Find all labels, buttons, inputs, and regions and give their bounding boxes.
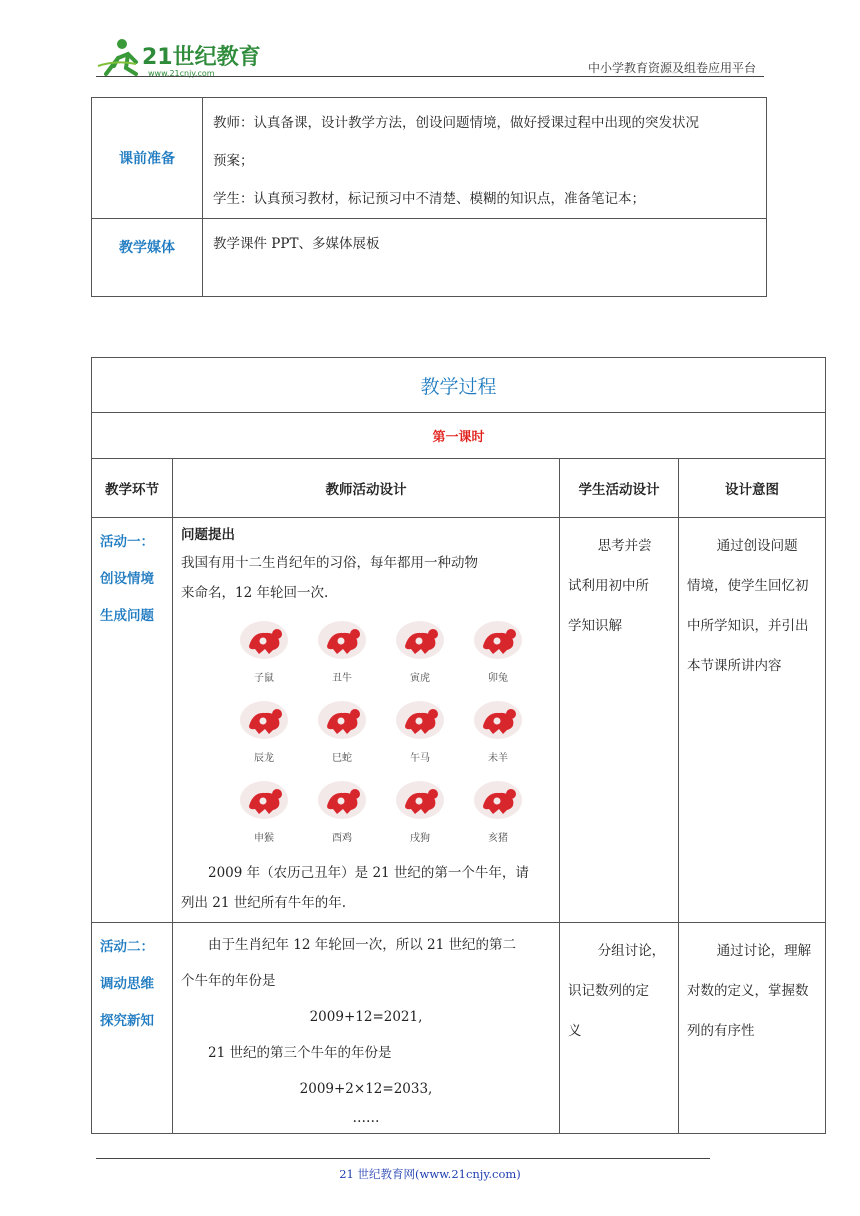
- activity2-student: [560, 923, 679, 1134]
- zodiac-item: [225, 700, 303, 774]
- question-line: 列出 21 世纪所有牛年的年.: [181, 895, 347, 911]
- formula: 2009+2×12=2033,: [299, 1081, 433, 1097]
- derivation-line: 由于生肖纪年 12 年轮回一次，所以 21 世纪的第二: [208, 937, 517, 953]
- activity2-label-line: 活动二：: [100, 939, 154, 955]
- student-line: 学知识解: [568, 618, 622, 634]
- col-header-student: 学生活动设计: [560, 459, 679, 518]
- student-line: 识记数列的定: [568, 983, 649, 999]
- lesson-cell: [92, 413, 826, 459]
- zodiac-item: [381, 620, 459, 694]
- horse-papercut-icon: [395, 700, 445, 740]
- intent-line: 列的有序性: [687, 1023, 755, 1039]
- zodiac-item: [381, 780, 459, 854]
- zodiac-item: [381, 700, 459, 774]
- svg-text:21世纪教育: 21世纪教育: [142, 45, 261, 70]
- monkey-papercut-icon: [239, 780, 289, 820]
- media-label: 教学媒体: [92, 219, 203, 297]
- prep-line: 教师：认真备课，设计教学方法，创设问题情境，做好授课过程中出现的突发状况: [213, 115, 699, 131]
- student-line: 分组讨论，: [597, 943, 666, 959]
- prep-line: 预案；: [213, 153, 254, 169]
- rabbit-papercut-icon: [473, 620, 523, 660]
- question-line: 2009 年（农历己丑年）是 21 世纪的第一个牛年，请: [208, 865, 529, 881]
- dragon-papercut-icon: [239, 700, 289, 740]
- goat-papercut-icon: [473, 700, 523, 740]
- rooster-papercut-icon: [317, 780, 367, 820]
- zodiac-label: 申猴: [254, 833, 274, 844]
- zodiac-label: 丑牛: [332, 673, 352, 684]
- zodiac-label: 寅虎: [410, 673, 430, 684]
- zodiac-label: 亥猪: [488, 833, 508, 844]
- zodiac-grid: [225, 620, 551, 854]
- zodiac-label: 子鼠: [254, 673, 274, 684]
- col-header-stage: 教学环节: [92, 459, 173, 518]
- problem-heading: 问题提出: [181, 527, 235, 543]
- zodiac-item: [303, 780, 381, 854]
- zodiac-item: [459, 780, 537, 854]
- prep-table: [91, 97, 767, 297]
- intent-line: 通过讨论，理解: [716, 943, 812, 959]
- header-divider: [96, 76, 764, 77]
- rat-papercut-icon: [239, 620, 289, 660]
- intro-line: 我国有用十二生肖纪年的习俗，每年都用一种动物: [181, 555, 478, 571]
- activity1-student: [560, 518, 679, 923]
- runner-logo-icon: [96, 36, 266, 80]
- intent-line: 中所学知识，并引出: [687, 618, 809, 634]
- zodiac-label: 午马: [410, 753, 430, 764]
- process-title: 教学过程: [420, 375, 497, 398]
- zodiac-item: [225, 620, 303, 694]
- footer-divider: [96, 1158, 710, 1159]
- activity2-label-line: 调动思维: [100, 976, 154, 992]
- activity2-teacher: [173, 923, 560, 1134]
- svg-text:www.21cnjy.com: www.21cnjy.com: [148, 69, 215, 78]
- zodiac-label: 戌狗: [410, 833, 430, 844]
- prep-content: [203, 98, 767, 219]
- activity1-teacher: [173, 518, 560, 923]
- activity2-label-line: 探究新知: [100, 1013, 154, 1029]
- zodiac-item: [303, 700, 381, 774]
- zodiac-label: 卯兔: [488, 673, 508, 684]
- intent-line: 对数的定义，掌握数: [687, 983, 809, 999]
- activity2-intent: [679, 923, 826, 1134]
- derivation-line: 个牛年的年份是: [181, 973, 276, 989]
- ellipsis: ……: [352, 1110, 380, 1126]
- activity1-label-line: 活动一：: [100, 534, 154, 550]
- col-header-intent: 设计意图: [679, 459, 826, 518]
- zodiac-item: [225, 780, 303, 854]
- prep-line: 学生：认真预习教材，标记预习中不清楚、模糊的知识点，准备笔记本；: [213, 191, 645, 207]
- footer-text: 21 世纪教育网(www.21cnjy.com): [339, 1167, 521, 1181]
- zodiac-label: 酉鸡: [332, 833, 352, 844]
- formula: 2009+12=2021,: [309, 1009, 423, 1025]
- zodiac-item: [303, 620, 381, 694]
- prep-label: 课前准备: [92, 98, 203, 219]
- activity2-label: [92, 923, 173, 1134]
- site-logo: [96, 36, 266, 80]
- platform-name: 中小学教育资源及组卷应用平台: [587, 61, 756, 75]
- pig-papercut-icon: [473, 780, 523, 820]
- intent-line: 通过创设问题: [716, 538, 798, 554]
- activity1-intent: [679, 518, 826, 923]
- media-content: [203, 219, 767, 297]
- student-line: 试利用初中所: [568, 578, 649, 594]
- zodiac-label: 辰龙: [254, 753, 274, 764]
- col-header-teacher: 教师活动设计: [173, 459, 560, 518]
- process-table: [91, 357, 826, 1134]
- intent-line: 情境，使学生回忆初: [687, 578, 809, 594]
- snake-papercut-icon: [317, 700, 367, 740]
- media-line: 教学课件 PPT、多媒体展板: [213, 236, 380, 252]
- zodiac-label: 巳蛇: [332, 753, 352, 764]
- intent-line: 本节课所讲内容: [687, 658, 782, 674]
- intro-line: 来命名，12 年轮回一次.: [181, 585, 329, 601]
- activity1-label-line: 创设情境: [100, 571, 154, 587]
- activity1-label: [92, 518, 173, 923]
- ox-papercut-icon: [317, 620, 367, 660]
- derivation-line: 21 世纪的第三个牛年的年份是: [208, 1045, 392, 1061]
- lesson-subtitle: 第一课时: [432, 430, 485, 445]
- process-title-cell: [92, 358, 826, 413]
- zodiac-label: 未羊: [488, 753, 508, 764]
- student-line: 义: [568, 1023, 582, 1039]
- activity1-label-line: 生成问题: [100, 608, 154, 624]
- dog-papercut-icon: [395, 780, 445, 820]
- tiger-papercut-icon: [395, 620, 445, 660]
- student-line: 思考并尝: [597, 538, 652, 554]
- zodiac-item: [459, 700, 537, 774]
- zodiac-item: [459, 620, 537, 694]
